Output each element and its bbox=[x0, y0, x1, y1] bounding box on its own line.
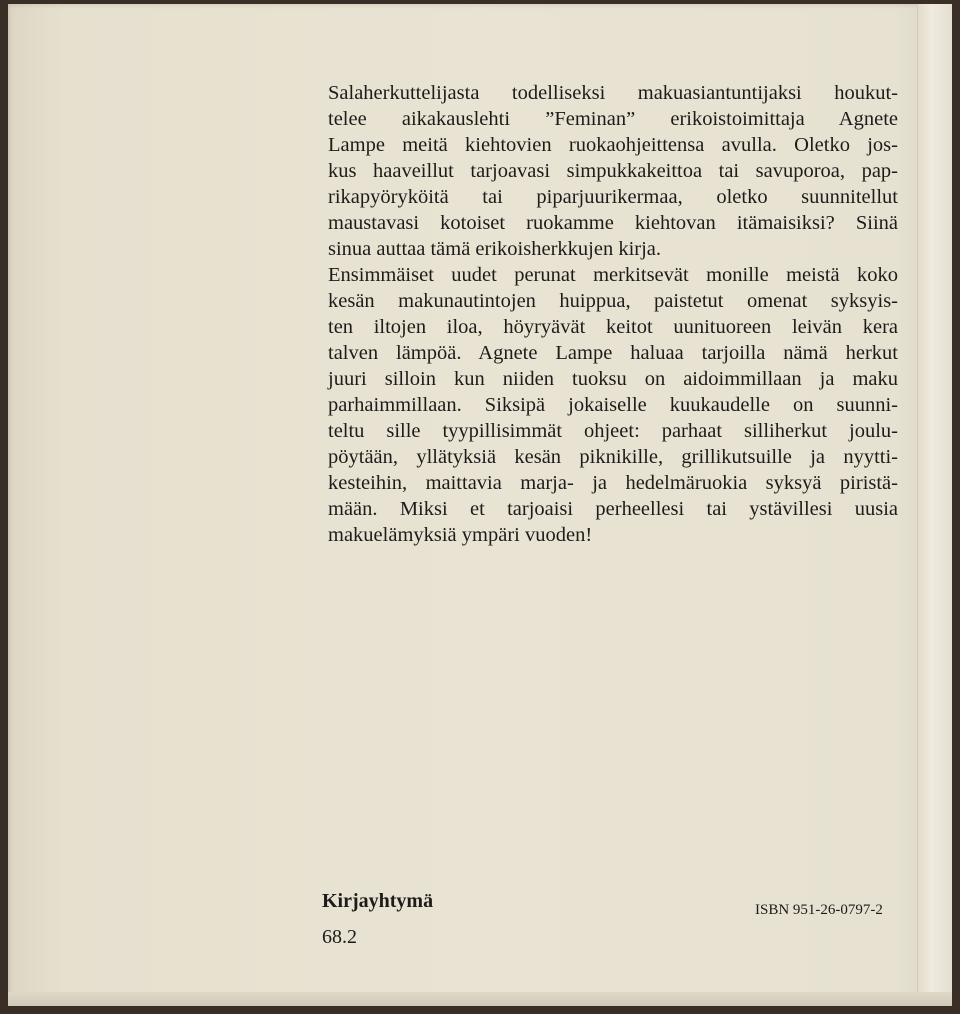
text-line: Lampe meitä kiehtovien ruokaohjeittensa avulla. Oletko jos- bbox=[328, 134, 898, 156]
text-line: talven lämpöä. Agnete Lampe haluaa tarjoilla nämä herkut bbox=[328, 342, 898, 364]
text-line: Ensimmäiset uudet perunat merkitsevät monille meistä koko bbox=[328, 264, 898, 286]
text-line: sinua auttaa tämä erikoisherkkujen kirja. bbox=[328, 238, 662, 260]
text-line: juuri silloin kun niiden tuoksu on aidoimmillaan ja maku bbox=[328, 368, 898, 390]
text-line: teltu sille tyypillisimmät ohjeet: parhaat silliherkut joulu- bbox=[328, 420, 898, 442]
text-line: Salaherkuttelijasta todelliseksi makuasiantuntijaksi houkut- bbox=[328, 82, 898, 104]
book-spine-edge bbox=[917, 4, 952, 1006]
text-line: rikapyöryköitä tai piparjuurikermaa, oletko suunnitellut bbox=[328, 186, 898, 208]
isbn-number: ISBN 951-26-0797-2 bbox=[755, 902, 883, 918]
text-line: mään. Miksi et tarjoaisi perheellesi tai ystävillesi uusia bbox=[328, 498, 898, 520]
text-line: ten iltojen iloa, höyryävät keitot uunituoreen leivän kera bbox=[328, 316, 898, 338]
text-line: maustavasi kotoiset ruokamme kiehtovan itämaisiksi? Siinä bbox=[328, 212, 898, 234]
classification-number: 68.2 bbox=[322, 926, 357, 948]
text-line: kesän makunautintojen huippua, paistetut omenat syksyis- bbox=[328, 290, 898, 312]
text-line: kesteihin, maittavia marja- ja hedelmäruokia syksyä piristä- bbox=[328, 472, 898, 494]
text-line: parhaimmillaan. Siksipä jokaiselle kuukaudelle on suunni- bbox=[328, 394, 898, 416]
cover-bottom-edge bbox=[8, 992, 952, 1006]
text-line: pöytään, yllätyksiä kesän piknikille, grillikutsuille ja nyytti- bbox=[328, 446, 898, 468]
text-line: kus haaveillut tarjoavasi simpukkakeittoa tai savuporoa, pap- bbox=[328, 160, 898, 182]
publisher-name: Kirjayhtymä bbox=[322, 890, 434, 912]
text-line: makuelämyksiä ympäri vuoden! bbox=[328, 524, 593, 546]
blurb-text bbox=[328, 80, 898, 548]
text-line: telee aikakauslehti ”Feminan” erikoistoimittaja Agnete bbox=[328, 108, 898, 130]
